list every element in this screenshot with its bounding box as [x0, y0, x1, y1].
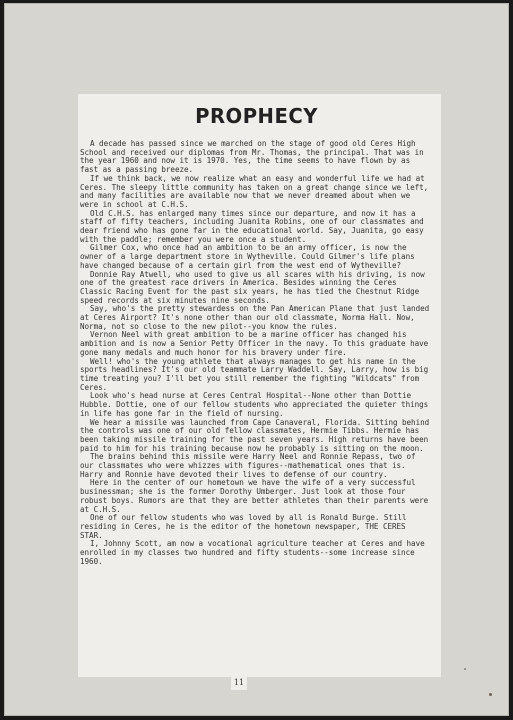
paragraph: Look who's head nurse at Ceres Central Hospital--None other than Dottie Hubble. Dottie, one of our fellow students who appreciated the quieter things in life has gone far in the field of nursing. — [80, 391, 429, 418]
paragraph: Old C.H.S. has enlarged many times since our departure, and now it has a staff of fifty teachers, including Juanita Robins, one of our classmates and dear friend who has gone far in the educational world. Say, Juanita, go easy with the paddle; remember you were once a student. — [80, 208, 424, 244]
prophecy-text — [80, 140, 432, 566]
paragraph: Donnie Ray Atwell, who used to give us all scares with his driving, is now one of the greatest race drivers in America. Besides winning the Ceres Classic Racing Event for the past six years, he has tied the Chestnut Ridge speed records at six minutes nine seconds. — [80, 269, 425, 305]
paragraph: Vernon Neel with great ambition to be a marine officer has changed his ambition and is now a Senior Petty Officer in the navy. To this graduate have gone many medals and much honor for his bravery under fire. — [80, 330, 429, 357]
paragraph: If we think back, we now realize what an easy and wonderful life we had at Ceres. The sleepy little community has taken on a great change since we left, and many facilities are available now that we never dreamed about when we were in school at C.H.S. — [80, 173, 429, 209]
paragraph: Gilmer Cox, who once had an ambition to be an army officer, is now the owner of a large department store in Wytheville. Could Gilmer's life plans have changed because of a certain girl from the west end of Wytheville? — [80, 243, 415, 270]
paragraph: I, Johnny Scott, am now a vocational agriculture teacher at Ceres and have enrolled in my classes two hundred and fifty students--some increase since 1960. — [80, 539, 425, 566]
paragraph: A decade has passed since we marched on the stage of good old Ceres High School and received our diplomas from Mr. Thomas, the principal. That was in the year 1960 and now it is 1970. Yes, the time seems to have flown by as fast as a passing breeze. — [80, 139, 424, 175]
page-title: PROPHECY — [195, 104, 318, 128]
paragraph: Say, who's the pretty stewardess on the Pan American Plane that just landed at Ceres Airport? It's none other than our old classmate, Norma Hall. Now, Norma, not so close to the new pilot--you know the rules. — [80, 304, 430, 331]
paragraph: Here in the center of our hometown we have the wife of a very successful businessman; she is the former Dorothy Umberger. Just look at those four robust boys. Rumors are that they are better athletes than their parents were at C.H.S. — [80, 478, 429, 514]
paragraph: The brains behind this missile were Harry Neel and Ronnie Repass, two of our classmates who were whizzes with figures--mathematical ones that is. Harry and Ronnie have devoted their lives to defense of our country. — [80, 452, 416, 479]
paper-speck — [464, 668, 466, 670]
paragraph: Well! who's the young athlete that always manages to get his name in the sports headlines? It's our old teammate Larry Waddell. Say, Larry, how is big time treating you? I'll bet you still remember the fighting "Wildcats" from Ceres. — [80, 356, 429, 392]
paragraph: We hear a missile was launched from Cape Canaveral, Florida. Sitting behind the controls was one of our old fellow classmates, Hermie Tibbs. Hermie has been taking missile training for the past seven years. High returns have been paid to him for his training because now he probably is sitting on the moon. — [80, 417, 430, 453]
paper-speck — [489, 693, 492, 696]
page-number: 11 — [231, 676, 247, 690]
paragraph: One of our fellow students who was loved by all is Ronald Burge. Still residing in Ceres, he is the editor of the hometown newspaper, THE CERES STAR. — [80, 513, 407, 540]
